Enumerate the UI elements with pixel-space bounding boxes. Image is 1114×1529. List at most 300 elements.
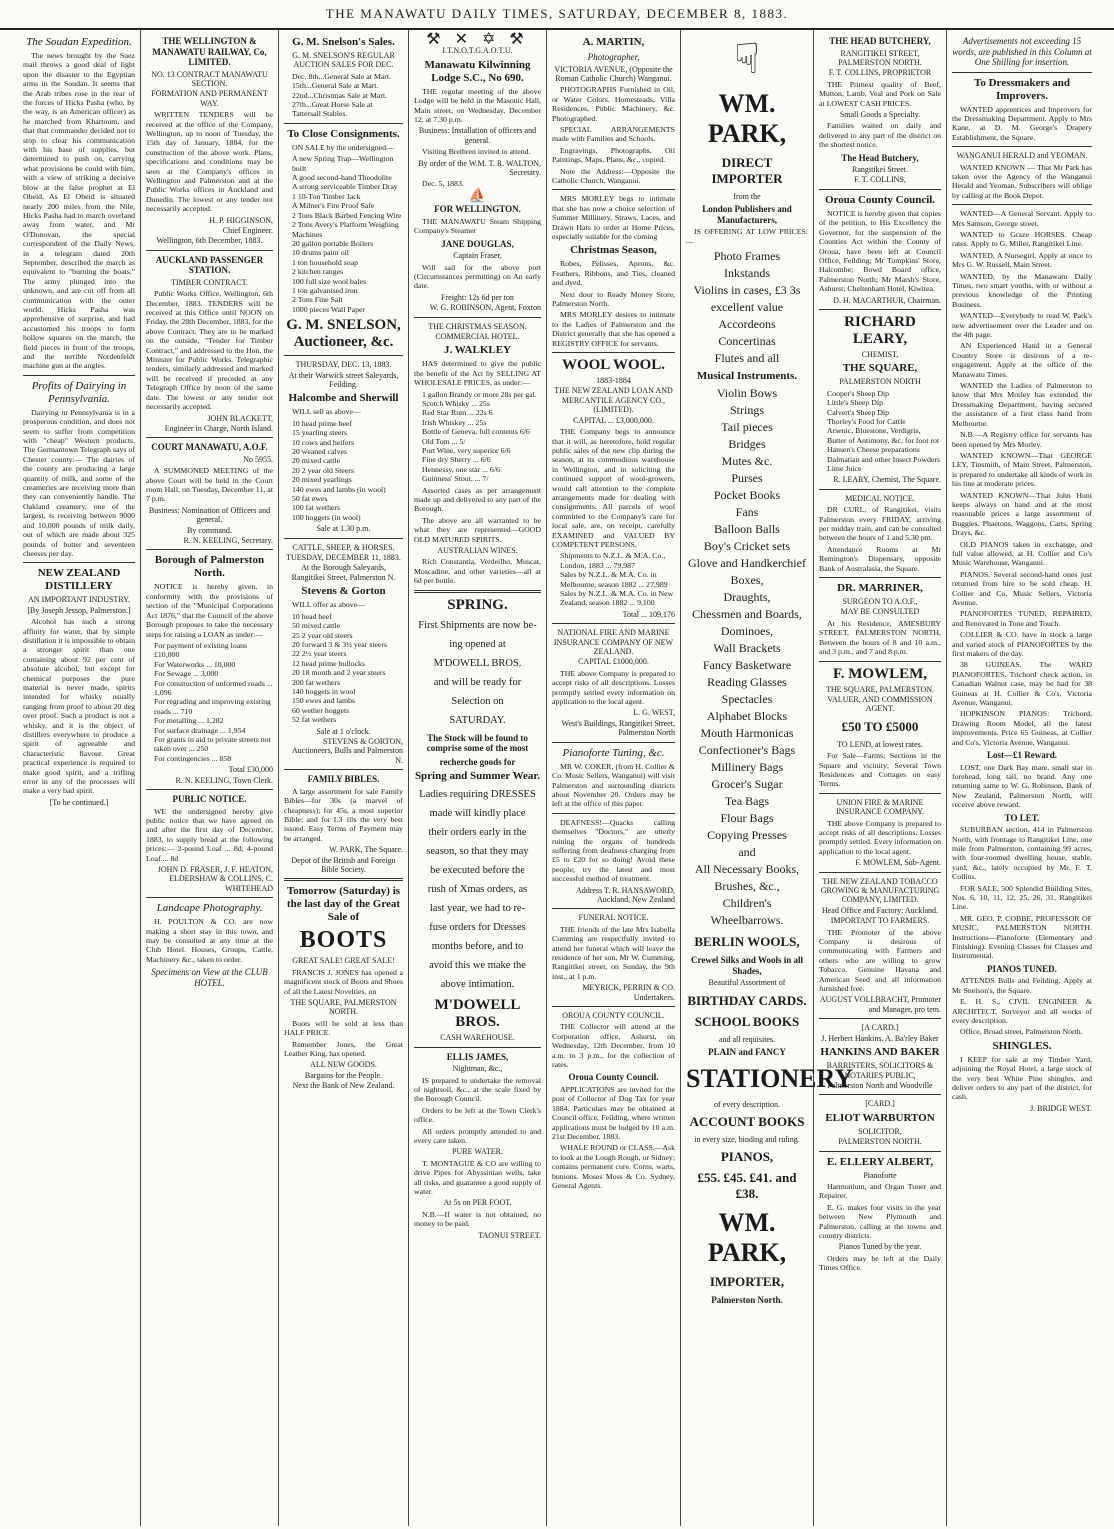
soudan-title: The Soudan Expedition.: [26, 36, 132, 48]
list-item: Shipments to N.Z.L. & M.A. Co., London, 1883 ... 79,987: [560, 551, 666, 570]
wool-body: THE Company begs to announce that it will, as heretofore, hold regular public sales of the new clip during the season, at its commodious warehouse in Wellington, and in soliciting the continued support of wool-growers, would call attention to the complete arrangements made for dealing with consignments. All parcels of wool committed to the Company's care for local sale, are, on receipt, carefully EXAMINED and VALUED BY COMPETENT PERSONS.: [552, 427, 675, 549]
sales-dates: [292, 72, 403, 119]
list-item: Copying Presses: [707, 828, 787, 843]
list-item: Mutes &c.: [721, 454, 773, 469]
text-line: Ladies requiring DRESSES: [419, 789, 536, 801]
tomorrow-headline: Tomorrow (Saturday) is the last day of the Great Sale of: [286, 885, 401, 924]
list-item: Millinery Bags: [710, 760, 784, 775]
consign-intro: ON SALE by the undersigned—: [292, 142, 394, 152]
warwick-saleyards: At their Warwick street Saleyards, Feilding.: [288, 370, 399, 389]
list-item: Dalmatian and other Insect Powders: [827, 454, 941, 464]
lodge-business: Business: Installation of officers and general.: [418, 126, 537, 145]
text-line: months before, and to: [431, 941, 524, 953]
medical-title: MEDICAL NOTICE.: [845, 493, 915, 503]
list-item: Accordeons: [718, 317, 776, 332]
leary-signature: R. LEARY, Chemist, The Square.: [833, 475, 941, 485]
list-item: For Sewage ... 3,000: [154, 669, 219, 679]
classified-ad: Office, Broad street, Palmerston North.: [960, 1027, 1083, 1037]
list-item: Pocket Books: [713, 488, 781, 503]
list-item: A Milner's Fire Proof Safe: [292, 201, 375, 211]
wool-title: WOOL WOOL.: [561, 357, 666, 374]
station-signature-title: Engineer in Charge, North Island.: [164, 423, 273, 433]
australian-wines: AUSTRALIAN WINES.: [437, 546, 518, 556]
classified-ad: WANTED—A General Servant. Apply to Mrs Samson, George street.: [952, 209, 1092, 228]
lodge-title: Manawatu Kilwinning Lodge S.C., No 690.: [424, 58, 531, 84]
column-3: [279, 30, 409, 1526]
list-item: 10 head beef: [292, 611, 332, 621]
column-7: [814, 30, 947, 1526]
station-signature: JOHN BLACKETT,: [207, 413, 273, 423]
morley-registry: MRS MORLEY desires to intimate to the Ladies of Palmerston and the District generally that she has opened a REGISTRY OFFICE for servants.: [552, 310, 675, 348]
warburton-title: ELIOT WARBURTON: [825, 1111, 935, 1124]
boots-headline: BOOTS: [299, 927, 388, 954]
bread-title: PUBLIC NOTICE.: [172, 794, 247, 804]
list-item: A strong serviceable Timber Dray: [292, 182, 398, 192]
list-item: 27th...Great Horse Sale at Tattersall Stables.: [292, 100, 373, 119]
park2-subtitle: IMPORTER,: [709, 1274, 785, 1290]
ellis-subtitle: Nightman, &c.,: [452, 1064, 503, 1074]
list-item: Cooper's Sheep Dip: [827, 388, 890, 398]
butchery-title: THE HEAD BUTCHERY,: [829, 36, 931, 46]
distillery-body: Alcohol has such a strong affinity for water, that by simple distillation it is impossible to obtain a stronger spirit than one containing about 92 per cent of absolute alcohol, but except for chemical purposes the pure material is never made, spirits intended for whisky usually ranging from proof to about 20 deg over proof. Such a product is not a whisky, and it is the object of distillers everywhere to produce a spirit of agreeable and characteristic flavour. Great practical experience is required to make good spirit, and a trifling error in any of the processes will make a very bad spirit.: [23, 617, 135, 796]
warburton-place: PALMERSTON NORTH.: [838, 1137, 922, 1147]
list-item: Tail pieces: [721, 420, 773, 435]
walkley-warrant: The above are all warranted to be what they are represented—GOOD OLD MATURED SPIRITS.: [414, 515, 541, 544]
mowlem-title: F. MOWLEM,: [832, 665, 928, 682]
classified-ad: LOST, one Dark Bay mare, small star in forehead, long tail, no brand. Any one returning same to W. G. Robinson, Bank of New Zealand, Palmerston North, will receive above reward.: [952, 762, 1092, 810]
list-item: A good second-hand Theodolite: [292, 173, 392, 183]
borough-title: Borough of Palmerston North.: [154, 554, 265, 580]
divider: [23, 375, 135, 376]
stevens-intro: WILL offer as above—: [292, 600, 365, 610]
list-item: Children's Wheelbarrows.: [710, 896, 784, 928]
oroua2-body: APPLICATIONS are invited for the post of Collector of Dog Tax for year 1884. Particulars may be obtained at Council office, Feilding, where written applications must be lodged by 10 a.m. 21st December, 1883.: [552, 1084, 675, 1141]
list-item: For payment of existing loans £10,000: [154, 640, 248, 660]
funeral-body: THE friends of the late Mrs Isabella Cumming are respectfully invited to attend her funeral which will leave the residence of her son, Mr W. Cumming, Rangitikei street, on Sunday, the 9th inst., at 1 p.m.: [552, 924, 675, 981]
distillery-byline: [By Joseph Jessop, Palmerston.]: [27, 605, 131, 615]
text-line: SATURDAY.: [449, 714, 506, 726]
tobacco-body: THE Promoter of the above Company is desirous of communicating with Farmers and others who are willing to grow Tobacco. Genuine Havana and American Seed and all information furnished free.: [819, 927, 941, 994]
oroua-title: Oroua County Council.: [824, 193, 936, 206]
martin-body: PHOTOGRAPHS Furnished in Oil, or Water Colors. Homesteads, Villa Residences, Public Machinery, &c. Photographed.: [552, 85, 675, 123]
mowlem-farms: For Sale—Farms; Sections in the Square and vicinity; Several Town Residences and Cottages on easy Terms.: [819, 751, 941, 789]
divider: [952, 146, 1092, 147]
photo-view: Specimens on View at the CLUB HOTEL.: [151, 967, 268, 988]
divider: [284, 355, 403, 356]
piano-title: Pianoforte Tuning, &c.: [562, 746, 665, 759]
text-line: season, so that they may: [426, 846, 529, 858]
photo-body: H. POULTON & CO. are now making a short stay in this town, and may be consulted at any time at the Club Hotel. Houses, Groups, Cattle, Machinery &c., taken to order.: [146, 917, 273, 964]
text-line: avoid this we make the: [429, 960, 526, 972]
list-item: Photo Frames: [713, 249, 781, 264]
ship-sails: Will sail for the above port (Circumstances permitting) on An early date.: [414, 262, 541, 291]
classified-ad: PIANOS TUNED.: [987, 963, 1057, 974]
loan-capital: CAPITAL ... £3,000,000.: [573, 415, 654, 425]
martin-engrave: Engravings, Photographs, Oil Paintings, Maps, Plans, &c., copied.: [552, 145, 675, 165]
list-item: For grants in aid to private streets not taken over ... 250: [154, 734, 271, 754]
park2-place: Palmerston North.: [711, 1295, 783, 1306]
wool-years: 1883-1884: [596, 376, 631, 386]
list-item: Guinness' Stout, ... 7/: [422, 474, 489, 484]
distillery-subtitle: AN IMPORTANT INDUSTRY.: [28, 595, 130, 605]
list-item: Sales by N.Z.L. & M.A. Co. in New Zealand, season 1882 ... 9,100: [560, 589, 674, 608]
lodge-signature: By order of the W.M. T. R. WALTON, Secretary.: [418, 158, 541, 178]
account-books: ACCOUNT BOOKS: [689, 1113, 805, 1129]
list-item: 12 head prime bullocks: [292, 658, 365, 668]
whale-body: WHALE ROUND or CLASS.—Ask to look at the Lough Rough, or Sidney; contains permanent cure. Corns, warts, bunions. Moses Moss & Co. Sydney, General Agents.: [552, 1143, 675, 1191]
oroua1-title: OROUA COUNTY COUNCIL.: [562, 1011, 665, 1021]
list-item: For metalling ... 1,282: [154, 716, 224, 726]
albert-note: Pianos Tuned by the year.: [838, 1242, 922, 1252]
divider: [146, 549, 273, 550]
mowlem-loan: £50 TO £5000: [841, 718, 919, 734]
park-list: [686, 248, 808, 367]
list-item: For contingencies ... 858: [154, 753, 232, 763]
steamship-icon: ⛵: [468, 188, 487, 204]
leary-subtitle: CHEMIST,: [861, 349, 899, 359]
divider: [952, 204, 1092, 205]
plain-fancy: PLAIN and FANCY: [708, 1047, 786, 1058]
court-title: COURT MANAWATU, A.O.F.: [151, 442, 268, 453]
divider: [819, 1018, 941, 1019]
list-item: 100 full size wool bales: [292, 276, 367, 286]
list-item: 15 yearling steers: [292, 428, 347, 438]
text-line: their orders early in the: [428, 827, 527, 839]
text-line: First Shipments are now be-: [418, 619, 537, 631]
albert-body2: E. G. makes four visits in the year between New Plymouth and Palmerston, calling at the towns and country districts.: [819, 1202, 941, 1240]
list-item: 20 forward 3 & 3½ year steers: [292, 639, 388, 649]
railway-subtitle: FORMATION AND PERMANENT WAY.: [151, 89, 268, 108]
list-item: Old Tom ... 5/: [422, 436, 466, 446]
every-description: of every description.: [714, 1099, 780, 1109]
lodge-code: I.T.N.O.T.G.A.O.T.U.: [442, 46, 513, 56]
bibles-body: A large assortment for sale Family Bibles—for 30s (a marvel of cheapness); for 45s, a most superior Bible; and for L3 10s the very best issued. Easy Terms of Payment may be arranged.: [284, 786, 403, 843]
snelson-signature: G. M. SNELSON, Auctioneer, &c.: [286, 317, 401, 351]
halcombe-time: Sale at 1.30 p.m.: [316, 524, 371, 534]
list-item: Concertinas: [718, 334, 776, 349]
divider: [552, 189, 675, 190]
ellis-body: IS prepared to undertake the removal of nightsoil, &c., at the scale fixed by the Borough Council.: [414, 1075, 541, 1104]
medical-rooms: Attendance Rooms at Mr Remington's Dispensary, opposite Bank of Australasia, the Square.: [819, 544, 941, 573]
wall-list: [686, 640, 808, 742]
list-item: Fans: [735, 505, 759, 520]
jones-body: FRANCIS J. JONES has opened a magnificent stock of Boots and Shoes of all the Latest Novelties, on: [284, 967, 403, 996]
warburton-card: [CARD.]: [865, 1099, 895, 1109]
stationery: STATIONERY: [686, 1063, 854, 1093]
list-item: Flutes and all: [714, 351, 780, 366]
list-item: 50 mixed cattle: [292, 621, 341, 631]
hankins-names: J. Herbert Hankins. A. Ba'rley Baker: [821, 1033, 939, 1043]
oroua2-title: Oroua County Council.: [568, 1072, 659, 1083]
divider: [819, 309, 941, 310]
list-item: For construction of unformed roads ... 1,096: [154, 678, 273, 697]
classified-header: Advertisements not exceeding 15 words, are published in this Column at One Shilling for insertion.: [952, 36, 1092, 67]
divider: [146, 789, 273, 790]
list-item: Arsenic, Bluestone, Verdigris, Butter of Antimony, &c, for foot rot: [827, 426, 940, 445]
list-item: Grocer's Sugar: [711, 777, 783, 792]
bargains: Bargains for the People.: [304, 1070, 383, 1080]
list-item: Hansen's Cheese preparations: [827, 445, 920, 455]
consign-list: [292, 154, 403, 314]
ellis-title: ELLIS JAMES,: [446, 1051, 509, 1062]
list-item: 100 fat wethers: [292, 503, 341, 513]
list-item: 140 hoggets in wool: [292, 686, 356, 696]
leary-title: RICHARD LEARY,: [844, 313, 916, 347]
tobacco-signature: AUGUST VOLLBRACHT, Promoter and Manager, pro tem.: [819, 995, 941, 1014]
list-item: 1 gallon Brandy or more 28s per gal.: [422, 389, 537, 399]
column-1: [18, 30, 141, 1526]
classified-ad: ATTENDS Bulls and Feilding. Apply at Mr Snelson's, the Square.: [952, 976, 1092, 995]
lodge-body: THE regular meeting of the above Lodge will be held in the Masonic Hall, Main street, on Wednesday, December 12, at 7.30 p.m.: [414, 86, 541, 125]
bread-body: WE the undersigned hereby give public notice that we have agreed on and after the first day of December, 1883, to supply bread at the following prices:— 2-pound Loaf ... 8d; 4-pound Loaf ... 8d: [146, 806, 273, 863]
divider: [552, 742, 675, 743]
hankins-title: HANKINS AND BAKER: [820, 1046, 940, 1059]
list-item: Violins in cases, £3 3s: [693, 283, 801, 298]
butchery2-street: Rangitikei Street.: [852, 165, 908, 175]
list-item: Mouth Harmonicas: [700, 726, 794, 741]
list-item: Purses: [731, 471, 763, 486]
list-item: All Necessary Books,: [694, 862, 800, 877]
piano-body: MR W. COKER, (from H. Collier & Co. Music Sellers, Wanganui) will visit Palmerston and surrounding districts about November 20. Orders may be left at the office of this paper.: [552, 761, 675, 809]
classified-ad: E. H. S., CIVIL ENGINEER & ARCHITECT, Surveyor and all works of every description.: [952, 997, 1092, 1025]
divider: [552, 352, 675, 353]
bibles-depot: Depot of the British and Foreign Bible Society.: [291, 855, 396, 874]
fire-place: West's Buildings, Rangitikei Street, Palmerston North: [561, 718, 675, 738]
classified-ad: N.B.—A Registry office for servants has been opened by Mrs Morley.: [952, 430, 1092, 449]
list-item: 25 2 year old steers: [292, 630, 353, 640]
union-title: UNION FIRE & MARINE INSURANCE COMPANY.: [835, 797, 925, 817]
pianos-prices: £55. £45. £41. and £38.: [697, 1170, 797, 1202]
list-item: For regrading and improving existing roads ... 710: [154, 697, 271, 716]
list-item: For Waterworks ... 10,000: [154, 659, 236, 669]
purse-list: [686, 470, 808, 640]
crewel-silks: Crewel Silks and Wools in all Shades,: [691, 955, 803, 976]
morley-body: MRS MORLEY begs to intimate that she has now a choice selection of Summer Millinery, Straws, Laces, and Drawn Hats to order at Home Prices, especially suitable for the coming: [552, 194, 675, 241]
divider: [819, 1151, 941, 1152]
pointing-hand-icon: ☟: [734, 37, 760, 83]
marriner-consult: MAY BE CONSULTED: [840, 607, 920, 617]
list-item: Wall Brackets: [713, 641, 781, 656]
divider: [819, 872, 941, 873]
fire-capital: CAPITAL £1000,000.: [578, 657, 649, 667]
classified-ad: AN Experienced Hand in a General Country Store is desirous of a re-engagement. Apply at the office of the Manawatu Times.: [952, 341, 1092, 379]
leary-list: [827, 389, 941, 474]
water-note: N.B.—If water is not obtained, no money to be paid.: [414, 1209, 541, 1229]
text-line: above intimation.: [440, 979, 515, 991]
railway-title: THE WELLINGTON & MANAWATU RAILWAY, Co, LIMITED.: [152, 36, 267, 67]
classified-list: [952, 209, 1092, 1113]
railway-body: WRITTEN TENDERS will be received at the office of the Company, Wellington, up to noon of Tuesday, the 15th day of January, 1884, for the construction of the above work. Plans, specifications and conditions may be seen at the Company's offices in Wellington and Palmerston and at the Public Works offices in Auckland and Dunedin. The lowest or any tender not necessarily accepted.: [146, 110, 273, 214]
classified-ad: SHINGLES.: [992, 1039, 1052, 1052]
station-subtitle: TIMBER CONTRACT.: [171, 277, 248, 287]
consign-title: To Close Consignments.: [287, 127, 400, 140]
list-item: Alphabet Blocks: [706, 709, 788, 724]
union-signature: F. MOWLEM, Sub-Agent.: [855, 858, 941, 868]
borough-saleyards: At the Borough Saleyards, Rangitikei Street, Palmerston N.: [291, 563, 396, 582]
morley-items: Robes, Pelisses, Aprons, &c. Feathers, Ribbons, and Ties, cleaned and dyed.: [552, 259, 675, 288]
list-item: 100 hoggets (in wool): [292, 512, 361, 522]
classified-ad: SUBURBAN section, 414 in Palmerston North, with frontage to Rangitikei Line, one mile from Palmerston, containing 99 acres, with four-roomed dwelling house, stable, yard, &c., lately occupied by Mr. F. T. Collins.: [952, 825, 1092, 882]
hankins-subtitle: BARRISTERS, SOLICITORS & NOTARIES PUBLIC,: [826, 1061, 934, 1080]
list-item: Glove and Handkerchief: [688, 556, 806, 571]
classified-ad: WANTED the Ladies of Palmerston to know that Mrs Morley has extended the Dressmaking Department, having secured the assistance of a first class hand from Melbourne.: [952, 381, 1092, 428]
divider: [414, 1047, 541, 1048]
list-item: Thorley's Food for Cattle: [827, 416, 906, 426]
list-item: Port Wine, very superior 6/6: [422, 446, 511, 455]
list-item: 1 10-Ton Timber Jack: [292, 191, 361, 201]
morley-season: Christmas Season,: [570, 244, 657, 257]
classified-ad: FOR SALE, 500 Splendid Building Sites, Nos. 6, 10, 11, 12, 25, 26, 31, Rangitikei Line.: [952, 883, 1092, 912]
divider: [414, 317, 541, 318]
list-item: Hennessy, one star ... 6/6: [422, 464, 500, 474]
shipments-total: Total ... 109,176: [622, 609, 675, 619]
list-item: 1 ton galvanised iron: [292, 285, 358, 295]
ship-name: JANE DOUGLAS,: [441, 238, 514, 249]
hotel-title: COMMERCIAL HOTEL.: [435, 331, 520, 341]
oroua1-body: THE Collector will attend at the Corporation office, Ashurst, on Wednesday, 12th December, from 10 a.m. to 3 p.m., for the collection of rates.: [552, 1022, 675, 1070]
classified-ad: PIANOS. Several second-hand ones just returned from hire to be sold cheap. H. Collier and Co, Music Sellers, Victoria Avenue.: [952, 569, 1092, 607]
stevens-signature: STEVENS & GORTON, Auctioneers, Bulls and Palmerston N.: [291, 736, 403, 765]
divider: [952, 72, 1092, 73]
butchery-proprietor: F. T. COLLINS, PROPRIETOR: [828, 68, 932, 78]
halcombe-title: Halcombe and Sherwill: [288, 392, 399, 405]
jones-note: Boots will be sold at less than HALF PRICE.: [284, 1018, 403, 1038]
recherche-line: recherche goods for: [439, 756, 516, 767]
court-business: Business: Nomination of Officers and general.: [148, 505, 271, 525]
list-item: Boxes,: [730, 573, 764, 588]
distillery-title: NEW ZEALAND DISTILLERY: [37, 567, 121, 593]
list-item: Sales by N.Z.L. & M.A. Co. in Melbourne, season 1882 ... 27,989: [560, 570, 668, 589]
station-body: Public Works Office, Wellington, 6th December, 1883. TENDERS will be received at this Office until NOON on Friday, the 28th December, 1883, for the above Contract. They are to be marked on the outside, "Tender for Timber Contract," and addressed to the Hon. the Minister for Public Works. Telegraphic tenders, similarly addressed and marked will be received if preceded at any Telegraph Office by noon of the same date. The lowest or any tender not necessarily accepted.: [146, 289, 273, 412]
ship-signature: W. G. ROBINSON, Agent, Foxton: [429, 303, 541, 313]
pianos-title: PIANOS,: [720, 1149, 774, 1165]
list-item: 10 cows and heifers: [292, 437, 355, 447]
divider: [819, 661, 941, 662]
school-sub: and all requisites.: [718, 1034, 776, 1044]
albert-subtitle: Pianoforte: [863, 1170, 897, 1180]
borough-body: NOTICE is hereby given, in conformity with the provisions of section of the "Municipal Corporations Act 1876," that the Council of the above Borough proposes to take the necessary steps for raising a LOAN as under:—: [146, 582, 273, 639]
column-8: [947, 30, 1097, 1526]
list-item: Draughts,: [723, 590, 771, 605]
list-item: Fancy Basketware: [702, 658, 792, 673]
list-item: Spectacles: [721, 692, 773, 707]
divider: [819, 577, 941, 578]
text-line: made will kindly place: [429, 808, 526, 820]
leary-place: PALMERSTON NORTH: [839, 377, 921, 387]
list-item: Violin Bows: [716, 386, 778, 401]
text-line: be executed before the: [430, 865, 525, 877]
martin-special: SPECIAL ARRANGEMENTS made with Families and Schools.: [552, 124, 675, 144]
list-item: 20 mixed cattle: [292, 456, 341, 466]
classified-ad: WANTED, A Nursegirl. Apply at once to Mrs G. W. Russell, Main Street.: [952, 250, 1092, 270]
divider: [819, 793, 941, 794]
morley-address: Next door to Ready Money Store, Palmerston North.: [552, 289, 675, 309]
classified-ad: TO LET.: [1004, 812, 1040, 823]
tuesday-title: TUESDAY, DECEMBER 11, 1883.: [286, 553, 401, 563]
list-item: 2 Tons Fine Salt: [292, 295, 343, 305]
spring-summer: Spring and Summer Wear.: [414, 770, 541, 783]
railway-place: Wellington, 6th December, 1883.: [156, 236, 263, 246]
berlin-wools: BERLIN WOOLS,: [694, 934, 800, 950]
court-body: A SUMMONED MEETING of the above Court will be held in the Court room Hall, on Tuesday, December 11, at 7 p.m.: [146, 466, 273, 504]
dairying-body: Dairying in Pennsylvania is in a prosperous condition, and does not seem to suffer from competition with "cheap" Western products. The Germantown Telegraph says of Chester county:— The dairies of the county are producing a large quantity of milk, and some of the creameries are receiving more than they can conveniently handle. The Oakland creamery, one of the largest, is receiving between 9000 and 10,000 pounds of milk daily, out of which are made about 325 pounds of butter and seventeen cheeses per day.: [23, 407, 135, 558]
list-item: Bridges: [728, 437, 766, 452]
fire-signature: L. G. WEST,: [633, 708, 675, 718]
all-new-goods: ALL NEW GOODS.: [310, 1060, 377, 1070]
ladies-text: [414, 785, 541, 994]
classified-ad: WANTED to Graze HORSES. Cheap rates. Apply to G. Miller, Rangitikei Line.: [952, 229, 1092, 249]
shipping-body: THE MANAWATU Steam Shipping Company's Steamer: [414, 216, 541, 236]
water-address: TAONUI STREET.: [478, 1230, 541, 1240]
railway-contract: NO. 13 CONTRACT MANAWATU SECTION.: [151, 69, 268, 88]
birthday-cards: BIRTHDAY CARDS.: [687, 992, 807, 1008]
tobacco-office: Head Office and Factory: Auckland.: [821, 905, 939, 915]
court-signature: R. N. KEELING, Secretary.: [183, 536, 273, 546]
list-item: Fine dry Sherry ... 6/6: [422, 455, 491, 465]
snelson-title: G. M. Snelson's Sales.: [292, 36, 395, 48]
list-item: Calvert's Sheep Dip: [827, 407, 890, 417]
classified-ad: OLD PIANOS taken in exchange, and full value allowed, at H. Collier and Co's Music Warehouse, Wanganui.: [952, 539, 1092, 568]
column-2: [141, 30, 279, 1526]
list-item: Balloon Balls: [714, 522, 780, 537]
hankins-card: [A CARD.]: [861, 1023, 899, 1033]
classified-ad: PIANOFORTES TUNED, REPAIRED, and Renovated in Tone and Touch.: [952, 609, 1092, 628]
text-line: last year, we had to re-: [429, 903, 526, 915]
fire-body: THE above Company is prepared to accept risks of all descriptions. Losses promptly settled every information on application to the local agent.: [552, 668, 675, 707]
stevens-list: [292, 612, 403, 725]
list-item: 10 head prime beef: [292, 418, 352, 428]
jones-place: THE SQUARE, PALMERSTON NORTH.: [290, 997, 397, 1017]
list-item: Flour Bags: [720, 811, 774, 826]
marriner-body: At his Residence, AMESBURY STREET, PALMERSTON NORTH, Between the hours of 8 and 10 a.m., and 3 p.m., and 7 and 8 p.m.: [819, 618, 941, 657]
martin-subtitle: Photographer,: [587, 52, 640, 62]
albert-orders: Orders may be left at the Daily Times Office.: [819, 1253, 941, 1273]
wanganui-title: WANGANUI HERALD and YEOMAN.: [956, 151, 1088, 161]
divider: [146, 437, 273, 438]
deafness-signature: Address T. R. HANSAWORD, Auckland, New Zealand: [575, 885, 675, 904]
violin-list: [686, 385, 808, 470]
wines-body: Rich Constantia, Verdeilho, Muscat, Moscadine, and other varieties—all at 6d per bottle.: [414, 557, 541, 586]
loan-company: THE NEW ZEALAND LOAN AND MERCANTILE AGENCY CO., (LIMITED).: [554, 386, 673, 415]
martin-address: VICTORIA AVENUE, (Opposite the Roman Catholic Church) Wanganui.: [554, 64, 673, 83]
list-item: 150 ewes and lambs: [292, 696, 356, 706]
stock-body: The Stock will be found to comprise some of the most: [426, 732, 529, 754]
photo-title: Landcape Photography.: [156, 902, 263, 915]
divider: [23, 562, 135, 563]
list-item: Tea Bags: [724, 794, 770, 809]
ellis-attention: All orders promptly attended to and every care taken.: [414, 1126, 541, 1145]
albert-body: Harmonium, and Organ Tuner and Repairer.: [819, 1181, 941, 1201]
mdowell-subtitle: CASH WAREHOUSE.: [440, 1033, 515, 1043]
account-sub: in every size, binding and ruling.: [694, 1134, 800, 1144]
medical-body: DR CURL, of Rangitikei, visits Palmerston every FRIDAY, arriving per midday train, and can be consulted between the hours of 1 and 5.30 pm.: [819, 505, 941, 543]
butchery-body: THE Primest quality of Beef, Mutton, Lamb, Veal and Pork on Sale at LOWEST CASH PRICES.: [819, 79, 941, 108]
albert-title: E. ELLERY ALBERT,: [826, 1155, 934, 1168]
text-line: M'DOWELL BROS.: [433, 657, 522, 669]
list-item: 60 wether hoggets: [292, 705, 350, 715]
list-item: Bottle of Geneva, full contents 6/6: [422, 427, 530, 437]
divider: [146, 250, 273, 251]
column-5: [547, 30, 681, 1526]
divider: [552, 1006, 675, 1007]
butchery-address: RANGITIKEI STREET, PALMERSTON NORTH.: [838, 48, 922, 67]
divider: [552, 623, 675, 624]
list-item: A new Spring Trap—Wellington built: [292, 154, 394, 173]
ship-freight: Freight: 12s 6d per ton: [441, 292, 514, 302]
hankins-place: Palmerston North and Woodville: [827, 1080, 933, 1090]
list-item: 10 drums paint oil: [292, 248, 349, 258]
jones-remember: Remember Jones, the Great Leather King, has opened.: [284, 1039, 403, 1058]
